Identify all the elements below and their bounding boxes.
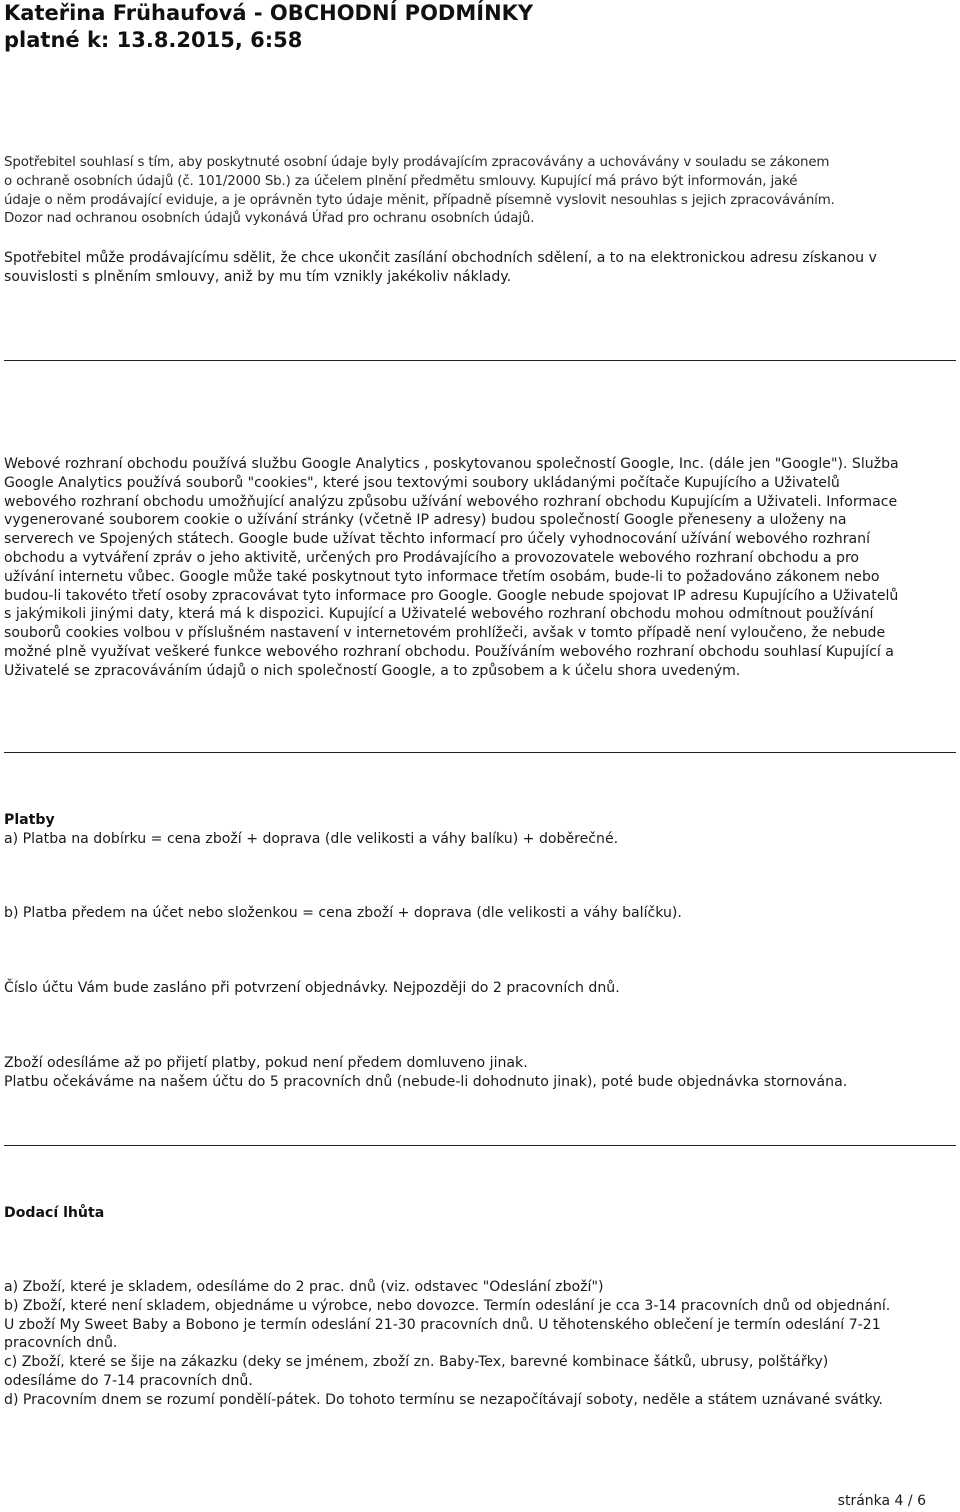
text-line: Webové rozhraní obchodu používá službu Google Analytics , poskytovanou společností Google, Inc. (dále jen "Google"). Služba (4, 456, 899, 472)
text-line: souvislosti s plněním smlouvy, aniž by mu tím vznikly jakékoliv náklady. (4, 268, 512, 285)
text-line: Číslo účtu Vám bude zasláno při potvrzení objednávky. Nejpozději do 2 pracovních dnů. (4, 980, 620, 996)
text-line: obchodu a vytváření zpráv o jeho aktivitě, určených pro Prodávajícího a provozovatele webového rozhraní obchodu a pro (4, 549, 860, 566)
text-line: budou-li takovéto třetí osoby zpracovávat tyto informace pro Google. Google nebude spojovat IP adresu Kupujícího a Uživatelů (4, 587, 899, 604)
payment-option-prepay (4, 904, 956, 923)
text-line: o ochraně osobních údajů (č. 101/2000 Sb.) za účelem plnění předmětu smlouvy. Kupující má právo být informován, jaké (4, 173, 798, 189)
text-line: Dozor nad ochranou osobních údajů vykonává Úřad pro ochranu osobních údajů. (4, 211, 535, 227)
text-line: Platbu očekáváme na našem účtu do 5 pracovních dnů (nebude-li dohodnuto jinak), poté bude objednávka stornována. (4, 1073, 848, 1090)
text-line: serverech ve Spojených státech. Google bude užívat těchto informací pro účely vyhodnocování užívání webového rozhraní (4, 531, 871, 548)
section-divider (4, 360, 956, 361)
delivery-time-list (4, 1278, 956, 1410)
text-line: Google Analytics používá souborů "cookies", které jsou textovými soubory ukládanými počítače Kupujícího a Uživatelů (4, 474, 840, 491)
document-title: Kateřina Frühaufová - OBCHODNÍ PODMÍNKY (4, 1, 534, 25)
account-number-note (4, 979, 956, 998)
text-line: s jakýmikoli jinými daty, která má k dispozici. Kupující a Uživatelé webového rozhraní obchodu mohou odmítnout používání (4, 606, 874, 623)
text-line: užívání internetu vůbec. Google může také poskytnout tyto informace třetím osobám, bude-li to požadováno zákonem nebo (4, 568, 880, 585)
payments-heading: Platby (4, 812, 55, 828)
text-line: b) Platba předem na účet nebo složenkou = cena zboží + doprava (dle velikosti a váhy balíčku). (4, 905, 682, 921)
text-line: a) Zboží, které je skladem, odesíláme do 2 prac. dnů (viz. odstavec "Odeslání zboží") (4, 1279, 604, 1295)
text-line: pracovních dnů. (4, 1335, 118, 1352)
text-line: údaje o něm prodávající eviduje, a je oprávněn tyto údaje měnit, případně písemně vyslovit nesouhlas s jejich zpracováváním. (4, 192, 835, 208)
privacy-consent-paragraph (4, 154, 956, 229)
text-line: odesíláme do 7-14 pracovních dnů. (4, 1372, 253, 1389)
delivery-time-heading: Dodací lhůta (4, 1205, 105, 1221)
section-divider (4, 1145, 956, 1146)
text-line: Uživatelé se zpracováváním údajů o nich společností Google, a to způsobem a k účelu shora uvedeným. (4, 662, 741, 679)
google-analytics-paragraph (4, 455, 956, 681)
page-number: stránka 4 / 6 (837, 1493, 926, 1509)
text-line: c) Zboží, které se šije na zákazku (deky se jménem, zboží zn. Baby-Tex, barevné kombinace šátků, ubrusy, polštářky) (4, 1354, 829, 1371)
text-line: webového rozhraní obchodu umožňující analýzu způsobu užívání webového rozhraní obchodu Kupujícím a Uživateli. Informace (4, 493, 898, 510)
text-line: d) Pracovním dnem se rozumí pondělí-pátek. Do tohoto termínu se nezapočítávají soboty, neděle a státem uznávané svátky. (4, 1391, 883, 1408)
text-line: souborů cookies volbou v příslušném nastavení v internetovém prohlížeči, avšak v tomto případě není vyloučeno, že nebude (4, 625, 886, 642)
text-line: b) Zboží, které není skladem, objednáme u výrobce, nebo dovozce. Termín odeslání je cca 3-14 pracovních dnů od objednání. (4, 1297, 891, 1314)
shipping-after-payment-note (4, 1054, 956, 1092)
text-line: možné plně využívat veškeré funkce webového rozhraní obchodu. Používáním webového rozhraní obchodu souhlasí Kupující a (4, 643, 894, 660)
section-divider (4, 752, 956, 753)
text-line: a) Platba na dobírku = cena zboží + doprava (dle velikosti a váhy balíku) + doběrečné. (4, 831, 619, 847)
text-line: Spotřebitel může prodávajícímu sdělit, že chce ukončit zasílání obchodních sdělení, a to na elektronickou adresu získanou v (4, 250, 877, 266)
text-line: U zboží My Sweet Baby a Bobono je termín odeslání 21-30 pracovních dnů. U těhotenského oblečení je termín odeslání 7-21 (4, 1316, 881, 1333)
text-line: Zboží odesíláme až po přijetí platby, pokud není předem domluveno jinak. (4, 1055, 528, 1071)
text-line: vygenerované souborem cookie o užívání stránky (včetně IP adresy) budou společností Google přeneseny a uloženy na (4, 512, 847, 529)
valid-from-date: platné k: 13.8.2015, 6:58 (4, 28, 303, 52)
payment-option-cod (4, 830, 956, 849)
text-line: Spotřebitel souhlasí s tím, aby poskytnuté osobní údaje byly prodávajícím zpracovávány a uchovávány v souladu se zákonem (4, 155, 830, 170)
marketing-opt-out-paragraph (4, 249, 956, 287)
